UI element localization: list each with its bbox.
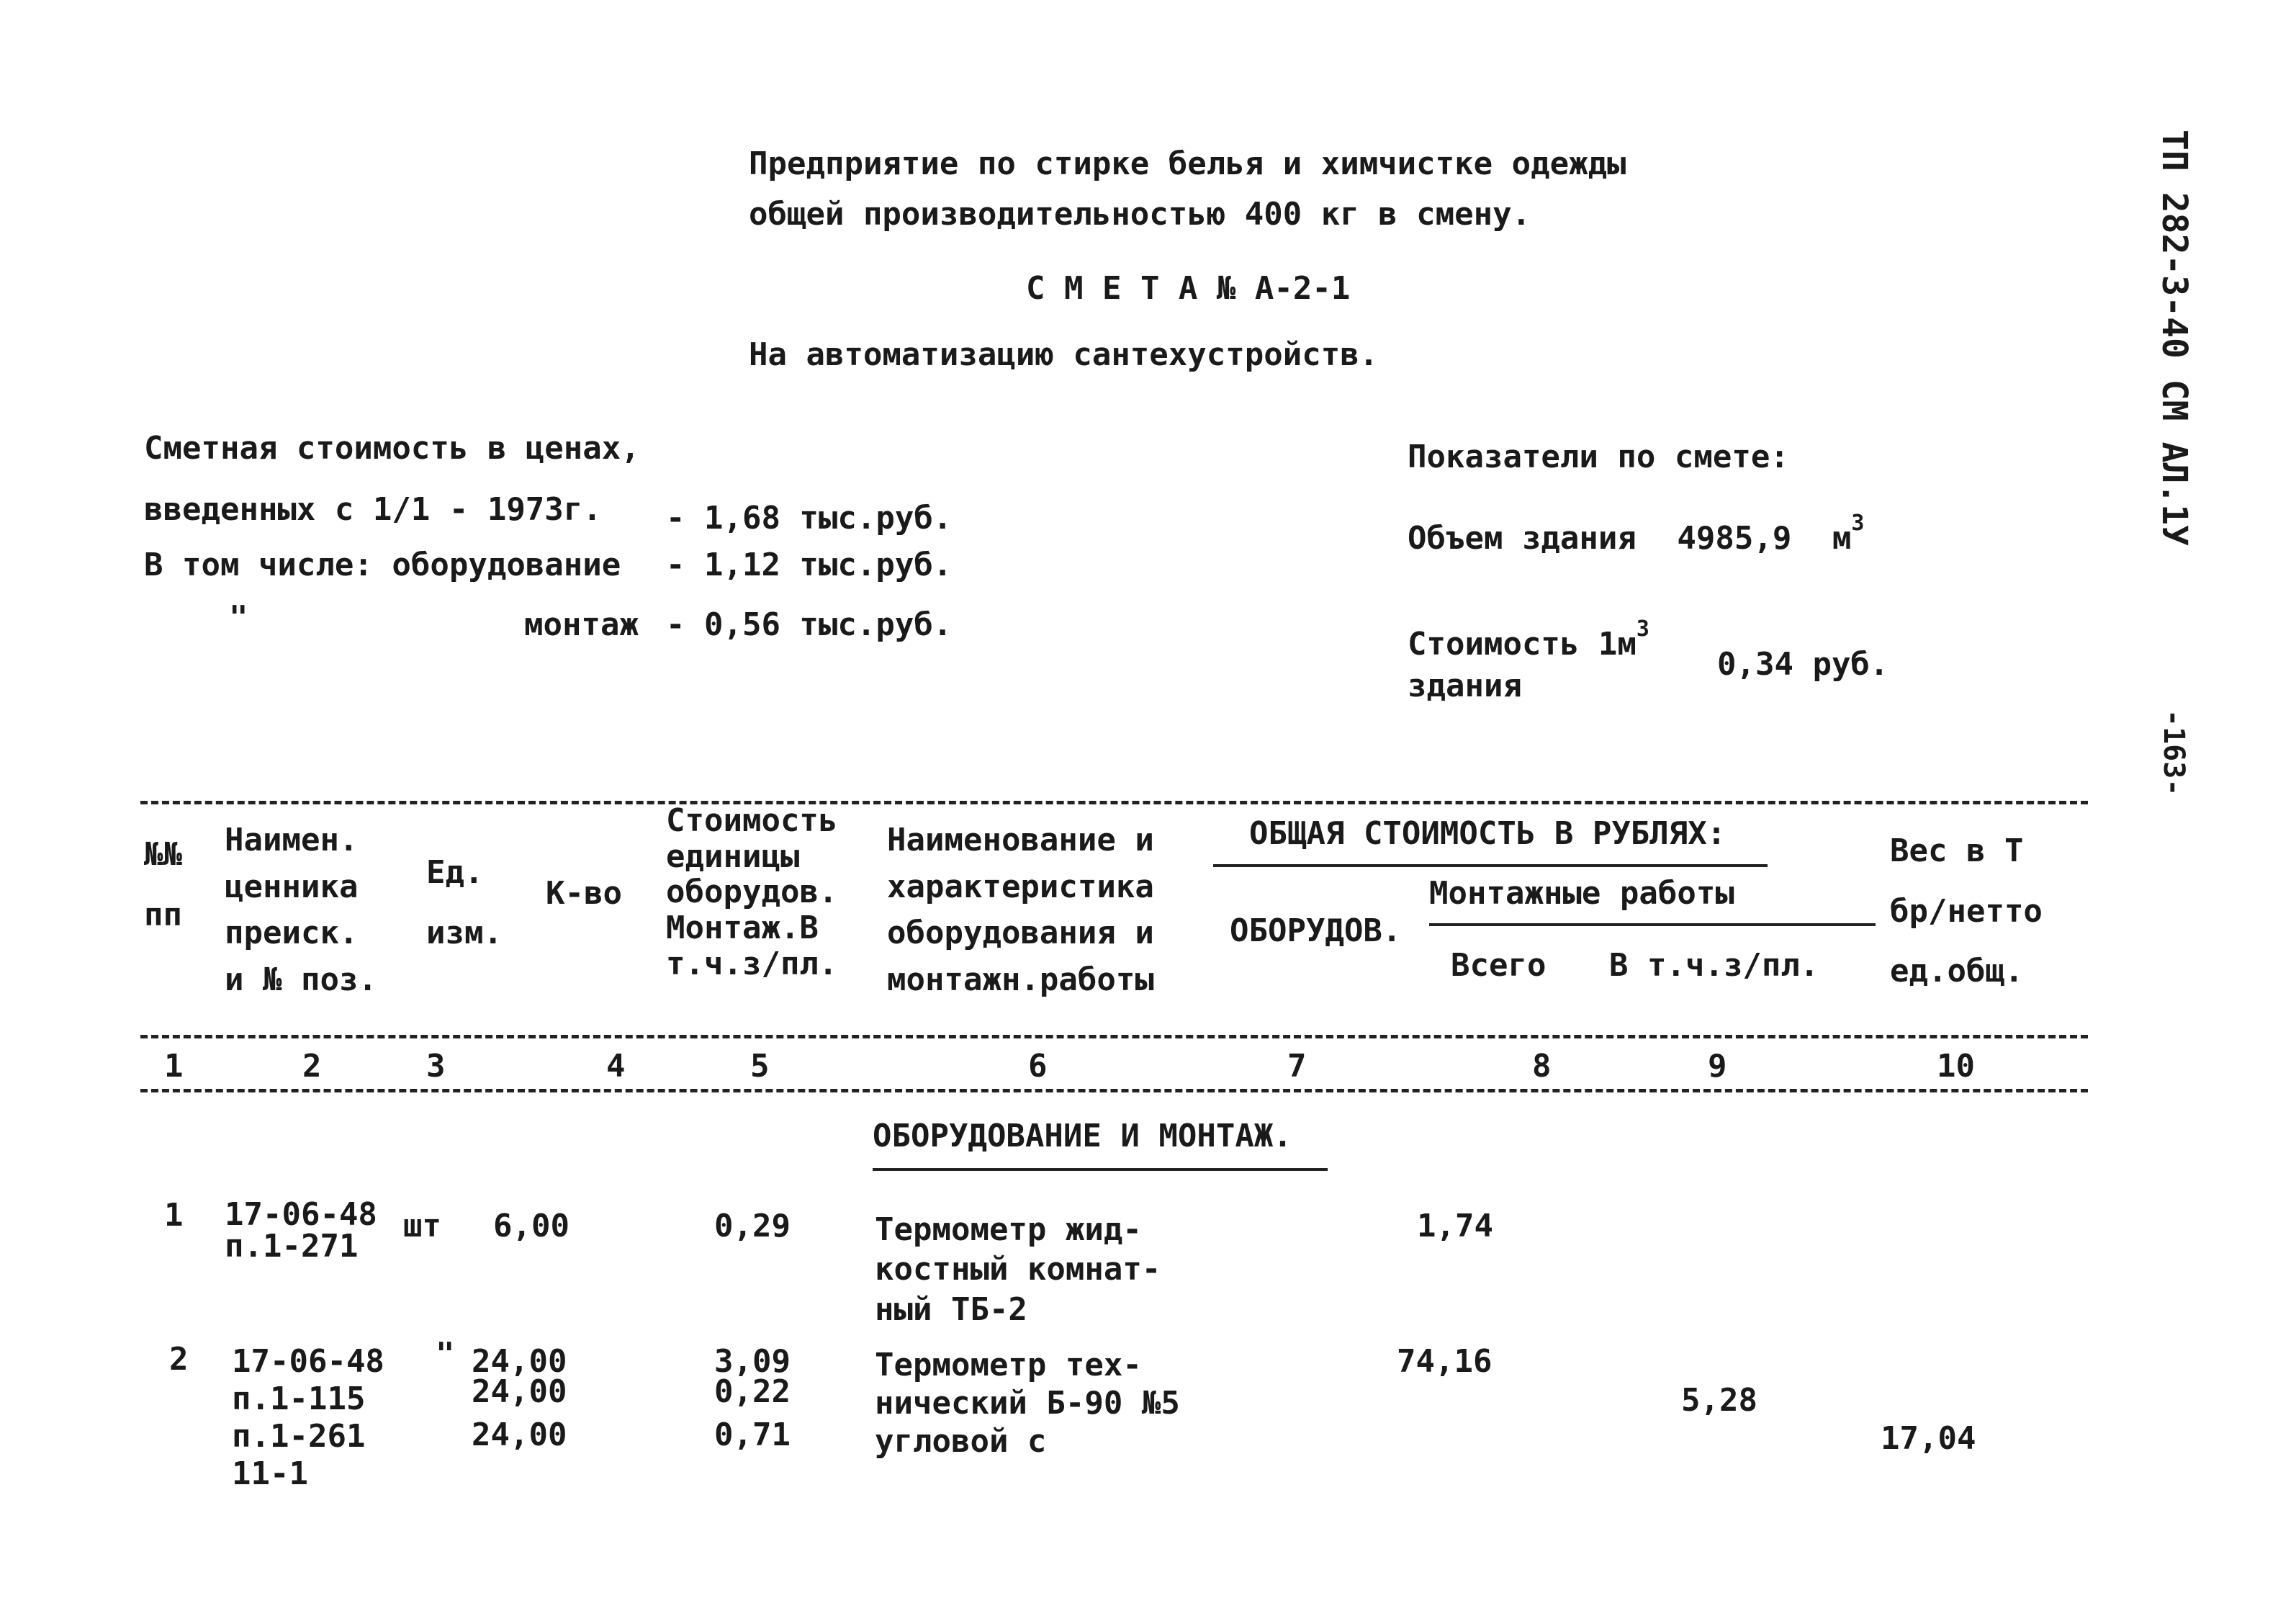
row-1-name — [875, 1210, 1161, 1329]
row-1-code: п.1-271 — [225, 1228, 359, 1265]
row-2-weight: 17,04 — [1881, 1420, 1976, 1457]
column-number: 6 — [1028, 1048, 1048, 1085]
row-2-code: 17-06-48 — [232, 1343, 384, 1380]
cost-line-1: Сметная стоимость в ценах, — [144, 430, 640, 467]
column-number: 9 — [1708, 1048, 1727, 1085]
header-col-10-line: бр/нетто — [1890, 892, 2043, 930]
header-col-10-line: ед.общ. — [1890, 953, 2024, 990]
header-col-1 — [144, 825, 182, 945]
row-2-code: п.1-115 — [232, 1380, 366, 1417]
row-1-unit-cost: 0,29 — [714, 1208, 791, 1244]
cost-line-3-value: - 1,12 тыс.руб. — [666, 547, 953, 583]
row-1-name-line: ный ТБ-2 — [875, 1290, 1027, 1328]
cost-per-m3-exponent: 3 — [1636, 616, 1649, 642]
header-col-5-line: Монтаж.В — [666, 910, 819, 947]
header-col-2-line: Наимен. — [225, 822, 359, 858]
row-1-codes — [225, 1196, 377, 1265]
header-col-5-line: Стоимость — [666, 802, 838, 839]
row-2-unit-cost-value: 3,09 — [714, 1343, 791, 1380]
row-2-unit: " — [436, 1336, 455, 1373]
row-2-unit-cost-value: 0,22 — [714, 1373, 791, 1410]
cost-line-3-label: В том числе: оборудование — [144, 547, 621, 583]
column-number: 5 — [750, 1048, 770, 1085]
header-col-6-line: монтажн.работы — [887, 961, 1154, 999]
cost-per-m3-text: Стоимость 1м — [1408, 626, 1637, 663]
column-number: 3 — [426, 1048, 446, 1085]
title-line-2: общей производительностью 400 кг в смену. — [749, 196, 1531, 233]
row-2-qty-value: 24,00 — [472, 1373, 567, 1410]
row-2-qty-value: 24,00 — [472, 1416, 567, 1453]
header-col-5-line: оборудов. — [666, 874, 838, 911]
row-1-number: 1 — [164, 1197, 184, 1234]
header-col-6-line: характеристика — [887, 868, 1154, 905]
volume-line — [1408, 511, 1865, 557]
header-incl-wages: В т.ч.з/пл. — [1609, 947, 1819, 984]
volume-unit: м — [1832, 520, 1852, 557]
smeta-title: С М Е Т А № А-2-1 — [1026, 270, 1351, 307]
header-col-4: К-во — [546, 875, 622, 912]
title-line-1: Предприятие по стирке белья и химчистке одежды — [749, 145, 1626, 182]
column-number: 1 — [164, 1048, 184, 1085]
cost-per-m3-value: 0,34 руб. — [1717, 646, 1889, 683]
row-1-name-line: костный комнат- — [875, 1251, 1161, 1288]
row-2-qty-value: 24,00 — [472, 1343, 567, 1380]
volume-value: 4985,9 — [1677, 520, 1792, 557]
header-total-cost: ОБЩАЯ СТОИМОСТЬ В РУБЛЯХ: — [1249, 815, 1726, 852]
page-number: -163- — [2157, 709, 2190, 796]
indicators-title: Показатели по смете: — [1408, 439, 1789, 475]
cost-per-m3-label — [1408, 616, 1649, 663]
total-cost-rule — [1213, 864, 1768, 867]
header-col-10 — [1890, 821, 2043, 1002]
row-1-qty: 6,00 — [493, 1208, 570, 1244]
header-col-5-line: т.ч.з/пл. — [666, 945, 838, 982]
row-2-code: п.1-261 — [232, 1417, 366, 1455]
row-2-code: 11-1 — [232, 1455, 308, 1492]
row-2-equipment: 74,16 — [1397, 1343, 1493, 1380]
section-title-rule — [873, 1168, 1328, 1171]
row-2-name-line: угловой с — [875, 1422, 1047, 1460]
row-2-number: 2 — [169, 1341, 189, 1378]
row-1-equipment: 1,74 — [1417, 1208, 1493, 1244]
row-1-unit: шт — [403, 1208, 441, 1244]
row-1-name-line: Термометр жид- — [875, 1211, 1142, 1248]
header-col-2 — [225, 817, 377, 1004]
row-2-qty — [472, 1343, 567, 1453]
row-2-name-line: нический Б-90 №5 — [875, 1384, 1180, 1422]
header-col-1-line: №№ — [144, 836, 182, 873]
header-col-6 — [887, 817, 1154, 1004]
header-col-5 — [666, 803, 837, 982]
cost-line-4-label: монтаж — [524, 606, 639, 643]
row-2-unit-cost-value: 0,71 — [714, 1416, 791, 1453]
smeta-subtitle: На автоматизацию сантехустройств. — [749, 336, 1379, 373]
column-number: 7 — [1287, 1048, 1307, 1085]
column-number: 10 — [1937, 1048, 1975, 1085]
header-bottom-rule — [140, 1035, 2088, 1038]
header-col-2-line: ценника — [225, 868, 359, 905]
table-top-rule — [140, 801, 2088, 804]
column-number: 8 — [1532, 1048, 1552, 1085]
header-col-2-line: и № поз. — [225, 961, 377, 999]
cost-line-2-label: введенных с 1/1 - 1973г. — [144, 491, 602, 528]
row-2-name-line: Термометр тех- — [875, 1347, 1142, 1383]
header-equipment: ОБОРУДОВ. — [1230, 912, 1402, 949]
install-works-rule — [1429, 923, 1876, 926]
header-col-3-line: Ед. — [426, 854, 484, 891]
column-number: 2 — [302, 1048, 322, 1085]
section-title: ОБОРУДОВАНИЕ И МОНТАЖ. — [873, 1118, 1292, 1154]
row-1-code: 17-06-48 — [225, 1196, 377, 1233]
column-numbers-rule — [140, 1089, 2088, 1092]
cost-per-m3-label-2: здания — [1408, 668, 1522, 704]
header-col-2-line: преиск. — [225, 915, 359, 952]
header-install-works: Монтажные работы — [1429, 875, 1734, 912]
header-col-6-line: оборудования и — [887, 915, 1154, 952]
row-2-unit-cost — [714, 1343, 791, 1453]
header-col-5-line: единицы — [666, 838, 800, 875]
cost-line-4-value: - 0,56 тыс.руб. — [666, 606, 953, 643]
header-col-10-line: Вес в Т — [1890, 832, 2024, 869]
document-code: ТП 282-3-40 СМ АЛ.1У — [2154, 130, 2194, 546]
ditto-mark: " — [229, 599, 248, 636]
row-2-install-total: 5,28 — [1681, 1382, 1757, 1419]
row-2-codes — [232, 1343, 384, 1493]
header-install-total: Всего — [1451, 947, 1547, 984]
row-2-name — [875, 1347, 1180, 1460]
header-col-3-line: изм. — [426, 914, 503, 951]
volume-label: Объем здания — [1408, 520, 1637, 557]
volume-exponent: 3 — [1851, 511, 1865, 536]
column-number: 4 — [606, 1048, 626, 1085]
header-col-6-line: Наименование и — [887, 822, 1154, 858]
cost-line-2-value: - 1,68 тыс.руб. — [666, 500, 953, 537]
header-col-3 — [426, 843, 503, 963]
header-col-1-line: пп — [144, 896, 182, 933]
